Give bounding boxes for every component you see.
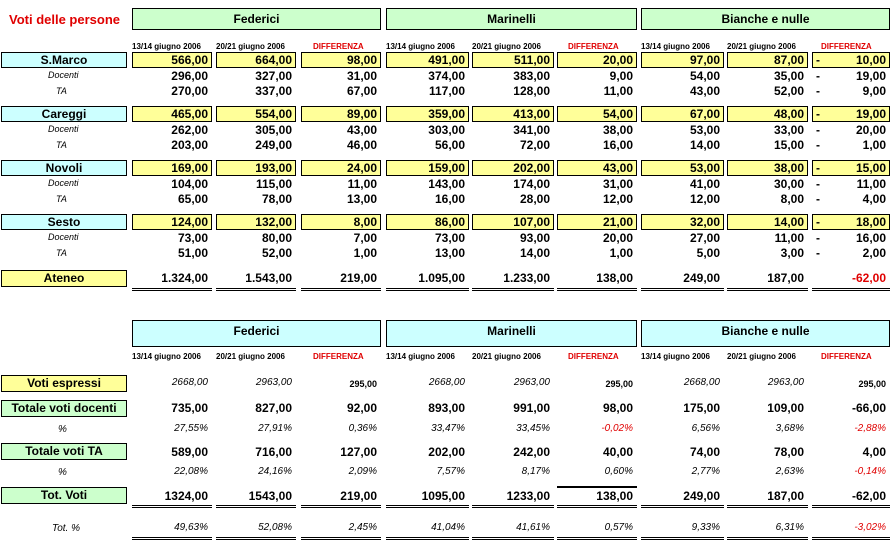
totale_docenti-value: -66,00 [851,401,886,415]
value-cell[interactable]: 98,00 [301,52,381,68]
value-cell: 93,00 [519,231,550,245]
tot_pct-value: 52,08% [258,522,292,533]
double-underline [812,537,890,540]
totale_ta-value: 4,00 [862,445,886,459]
value-cell: 374,00 [428,69,465,83]
value-cell: 11,00 [774,231,804,245]
value-cell[interactable]: 124,00 [132,214,212,230]
pct_ta-value: 8,17% [521,466,550,477]
totale_ta-value: 242,00 [513,445,550,459]
tot_pct-value: -3,02% [854,522,886,533]
value-cell[interactable]: 193,00 [216,160,296,176]
value-cell: 31,00 [602,177,633,191]
value-cell[interactable]: 19,00 [812,106,890,122]
value-cell: 14,00 [519,246,550,260]
voti_espressi-value: 2668,00 [171,377,208,388]
tot_pct-value: 41,04% [431,522,465,533]
pct_ta-value: 7,57% [436,466,465,477]
totale_ta-value: 74,00 [689,445,720,459]
double-underline [557,288,637,291]
value-cell: 33,00 [773,123,804,137]
double-underline [557,537,637,540]
value-cell[interactable]: 10,00 [812,52,890,68]
pct_ta-label: % [58,467,67,478]
tot_pct-value: 49,63% [174,522,208,533]
minus-sign: - [816,53,820,67]
column-subheader: DIFFERENZA [821,352,872,361]
double-underline [812,288,890,291]
column-subheader: DIFFERENZA [313,42,364,51]
double-underline [132,537,212,540]
value-cell[interactable]: 554,00 [216,106,296,122]
docenti-label: Docenti [48,232,79,242]
value-cell: 73,00 [434,231,465,245]
value-cell: 9,00 [609,69,633,83]
minus-sign: - [816,84,820,98]
double-underline [386,537,469,540]
value-cell[interactable]: 86,00 [386,214,469,230]
voti_espressi-value: 295,00 [605,379,633,389]
voti_espressi-value: 295,00 [858,379,886,389]
value-cell: 35,00 [773,69,804,83]
location-label: Careggi [1,106,127,122]
double-underline [301,537,381,540]
column-subheader: DIFFERENZA [568,352,619,361]
value-cell[interactable]: 87,00 [727,52,808,68]
value-cell[interactable]: 54,00 [557,106,637,122]
value-cell: 14,00 [689,138,720,152]
totale_docenti-value: 991,00 [513,401,550,415]
column-subheader: 20/21 giugno 2006 [472,352,541,361]
value-cell: 12,00 [602,192,633,206]
ateneo-value: 1.233,00 [503,271,550,285]
column-subheader: 20/21 giugno 2006 [216,42,285,51]
tot_voti-value: 138,00 [596,489,633,503]
value-cell: 11,00 [856,177,886,191]
column-subheader: DIFFERENZA [568,42,619,51]
value-cell: 117,00 [428,84,465,98]
value-cell[interactable]: 465,00 [132,106,212,122]
double-underline [301,288,381,291]
value-cell[interactable]: 359,00 [386,106,469,122]
double-underline [641,288,724,291]
value-cell[interactable]: 15,00 [812,160,890,176]
value-cell: 80,00 [261,231,292,245]
value-cell: 54,00 [689,69,720,83]
value-cell: 46,00 [346,138,377,152]
pct_ta-value: 0,60% [604,466,633,477]
tot_pct-label: Tot. % [52,523,80,534]
tot_pct-value: 0,57% [604,522,633,533]
value-cell[interactable]: 14,00 [727,214,808,230]
pct_docenti-value: 0,36% [348,423,377,434]
value-cell: 11,00 [347,177,377,191]
pct_ta-value: -0,14% [854,466,886,477]
ateneo-value: 249,00 [683,271,720,285]
value-cell: 337,00 [255,84,292,98]
value-cell: 28,00 [519,192,550,206]
double-underline [472,537,554,540]
voti_espressi-value: 295,00 [349,379,377,389]
minus-sign: - [816,138,820,152]
value-cell[interactable]: 491,00 [386,52,469,68]
value-cell: 12,00 [689,192,720,206]
minus-sign: - [816,246,820,260]
value-cell[interactable]: 48,00 [727,106,808,122]
double-underline [812,505,890,508]
double-underline [727,288,808,291]
double-underline [216,537,296,540]
candidate-header: Marinelli [386,8,637,30]
value-cell: 38,00 [602,123,633,137]
ateneo-label: Ateneo [1,270,127,287]
minus-sign: - [816,69,820,83]
ta-label: TA [56,86,67,96]
ateneo-value: 1.324,00 [161,271,208,285]
value-cell: 31,00 [346,69,377,83]
value-cell[interactable]: 566,00 [132,52,212,68]
value-cell: 56,00 [434,138,465,152]
value-cell: 72,00 [519,138,550,152]
value-cell: 341,00 [513,123,550,137]
value-cell[interactable]: 169,00 [132,160,212,176]
double-underline [557,505,637,508]
tot_voti-value: 187,00 [767,489,804,503]
totale_docenti-value: 893,00 [428,401,465,415]
docenti-label: Docenti [48,70,79,80]
tot_pct-value: 2,45% [348,522,377,533]
ateneo-value: 219,00 [340,271,377,285]
totale_ta-value: 40,00 [602,445,633,459]
value-cell: 128,00 [513,84,550,98]
value-cell: 303,00 [428,123,465,137]
candidate-header: Bianche e nulle [641,320,890,347]
value-cell: 16,00 [602,138,633,152]
value-cell[interactable]: 21,00 [557,214,637,230]
tot_voti-value: 219,00 [340,489,377,503]
value-cell[interactable]: 89,00 [301,106,381,122]
value-cell[interactable]: 107,00 [472,214,554,230]
location-label: S.Marco [1,52,127,68]
totale_docenti-value: 827,00 [255,401,292,415]
double-underline [641,505,724,508]
tot_pct-value: 9,33% [691,522,720,533]
value-cell: 174,00 [513,177,550,191]
voti_espressi-value: 2963,00 [767,377,804,388]
value-cell: 65,00 [177,192,208,206]
tot_voti-value: 1324,00 [164,489,208,503]
totale_docenti-value: 92,00 [346,401,377,415]
value-cell: 15,00 [773,138,804,152]
column-subheader: 13/14 giugno 2006 [386,352,455,361]
column-subheader: DIFFERENZA [313,352,364,361]
value-cell: 3,00 [780,246,804,260]
pct_docenti-value: 27,55% [174,423,208,434]
pct_ta-value: 2,09% [348,466,377,477]
totale_docenti-value: 98,00 [602,401,633,415]
value-cell: 1,00 [609,246,633,260]
value-cell[interactable]: 511,00 [472,52,554,68]
value-cell[interactable]: 8,00 [301,214,381,230]
value-cell[interactable]: 24,00 [301,160,381,176]
column-subheader: 13/14 giugno 2006 [386,42,455,51]
candidate-header: Federici [132,320,381,347]
value-cell: 115,00 [255,177,292,191]
totale_docenti-value: 175,00 [683,401,720,415]
tot_voti-value: 1233,00 [506,489,550,503]
ateneo-value: 187,00 [767,271,804,285]
minus-sign: - [816,107,820,121]
totale_ta-value: 716,00 [255,445,292,459]
tot_pct-value: 6,31% [775,522,804,533]
minus-sign: - [816,215,820,229]
value-cell: 73,00 [177,231,208,245]
double-underline [301,505,381,508]
value-cell: 262,00 [171,123,208,137]
tot_voti-value: 1543,00 [248,489,292,503]
double-underline [386,505,469,508]
value-cell[interactable]: 664,00 [216,52,296,68]
ateneo-value: 1.095,00 [418,271,465,285]
value-cell[interactable]: 67,00 [641,106,724,122]
value-cell: 51,00 [177,246,208,260]
double-underline [216,505,296,508]
value-cell: 2,00 [862,246,886,260]
value-cell: 8,00 [780,192,804,206]
pct_ta-value: 2,77% [691,466,720,477]
value-cell: 9,00 [862,84,886,98]
pct_docenti-value: 3,68% [775,423,804,434]
value-cell: 1,00 [862,138,886,152]
value-cell[interactable]: 202,00 [472,160,554,176]
minus-sign: - [816,161,820,175]
value-cell: 43,00 [346,123,377,137]
double-underline [216,288,296,291]
totale_ta-label: Totale voti TA [1,443,127,460]
value-cell: 20,00 [855,123,886,137]
pct_docenti-label: % [58,424,67,435]
double-underline [472,288,554,291]
totale_ta-value: 78,00 [773,445,804,459]
double-underline [386,288,469,291]
minus-sign: - [816,231,820,245]
value-cell: 143,00 [428,177,465,191]
double-underline [641,537,724,540]
value-cell: 4,00 [862,192,886,206]
ta-label: TA [56,140,67,150]
minus-sign: - [816,192,820,206]
value-cell[interactable]: 53,00 [641,160,724,176]
voti_espressi-value: 2963,00 [513,377,550,388]
column-subheader: 20/21 giugno 2006 [727,42,796,51]
value-cell[interactable]: 32,00 [641,214,724,230]
totale_ta-value: 589,00 [171,445,208,459]
location-label: Novoli [1,160,127,176]
pct_docenti-value: -2,88% [854,423,886,434]
value-cell: 13,00 [434,246,465,260]
column-subheader: 20/21 giugno 2006 [472,42,541,51]
totale_docenti-label: Totale voti docenti [1,400,127,417]
minus-sign: - [816,177,820,191]
column-subheader: DIFFERENZA [821,42,872,51]
double-underline [132,505,212,508]
tot_voti-value: -62,00 [851,489,886,503]
pct_docenti-value: -0,02% [601,423,633,434]
column-subheader: 20/21 giugno 2006 [727,352,796,361]
value-cell: 19,00 [855,69,886,83]
column-subheader: 20/21 giugno 2006 [216,352,285,361]
value-cell: 296,00 [171,69,208,83]
value-cell: 1,00 [353,246,377,260]
value-cell: 20,00 [602,231,633,245]
value-cell: 270,00 [171,84,208,98]
double-underline [132,288,212,291]
value-cell: 104,00 [171,177,208,191]
value-cell: 30,00 [773,177,804,191]
minus-sign: - [816,123,820,137]
ateneo-value: 1.543,00 [245,271,292,285]
pct_ta-value: 22,08% [174,466,208,477]
value-cell: 11,00 [603,84,633,98]
value-cell: 16,00 [434,192,465,206]
column-subheader: 13/14 giugno 2006 [132,352,201,361]
value-cell[interactable]: 38,00 [727,160,808,176]
docenti-label: Docenti [48,124,79,134]
pct_docenti-value: 33,45% [516,423,550,434]
value-cell: 7,00 [353,231,377,245]
value-cell[interactable]: 413,00 [472,106,554,122]
thick-border [557,486,637,488]
double-underline [727,505,808,508]
double-underline [472,505,554,508]
voti_espressi-value: 2963,00 [255,377,292,388]
value-cell: 13,00 [346,192,377,206]
value-cell: 78,00 [261,192,292,206]
double-underline [727,537,808,540]
tot_voti-value: 249,00 [683,489,720,503]
value-cell: 41,00 [689,177,720,191]
candidate-header: Bianche e nulle [641,8,890,30]
value-cell: 203,00 [171,138,208,152]
docenti-label: Docenti [48,178,79,188]
value-cell[interactable]: 97,00 [641,52,724,68]
value-cell: 249,00 [255,138,292,152]
location-label: Sesto [1,214,127,230]
pct_docenti-value: 27,91% [258,423,292,434]
pct_docenti-value: 33,47% [431,423,465,434]
column-subheader: 13/14 giugno 2006 [132,42,201,51]
value-cell[interactable]: 159,00 [386,160,469,176]
value-cell: 16,00 [855,231,886,245]
column-subheader: 13/14 giugno 2006 [641,352,710,361]
totale_docenti-value: 735,00 [171,401,208,415]
value-cell[interactable]: 18,00 [812,214,890,230]
ta-label: TA [56,248,67,258]
value-cell: 327,00 [255,69,292,83]
voti_espressi-label: Voti espressi [1,375,127,392]
ateneo-value: -62,00 [851,271,886,285]
value-cell: 52,00 [261,246,292,260]
value-cell[interactable]: 43,00 [557,160,637,176]
tot_voti-label: Tot. Voti [1,487,127,504]
totale_ta-value: 127,00 [340,445,377,459]
totale_docenti-value: 109,00 [767,401,804,415]
column-subheader: 13/14 giugno 2006 [641,42,710,51]
value-cell: 67,00 [346,84,377,98]
table-title: Voti delle persone [9,12,121,27]
ta-label: TA [56,194,67,204]
value-cell: 305,00 [255,123,292,137]
totale_ta-value: 202,00 [428,445,465,459]
pct_docenti-value: 6,56% [691,423,720,434]
candidate-header: Federici [132,8,381,30]
tot_voti-value: 1095,00 [421,489,465,503]
voti_espressi-value: 2668,00 [683,377,720,388]
candidate-header: Marinelli [386,320,637,347]
tot_pct-value: 41,61% [516,522,550,533]
pct_ta-value: 2,63% [775,466,804,477]
pct_ta-value: 24,16% [258,466,292,477]
value-cell: 52,00 [773,84,804,98]
value-cell[interactable]: 20,00 [557,52,637,68]
voti_espressi-value: 2668,00 [428,377,465,388]
value-cell: 53,00 [689,123,720,137]
value-cell: 383,00 [513,69,550,83]
value-cell: 43,00 [689,84,720,98]
ateneo-value: 138,00 [596,271,633,285]
value-cell[interactable]: 132,00 [216,214,296,230]
value-cell: 5,00 [696,246,720,260]
value-cell: 27,00 [689,231,720,245]
